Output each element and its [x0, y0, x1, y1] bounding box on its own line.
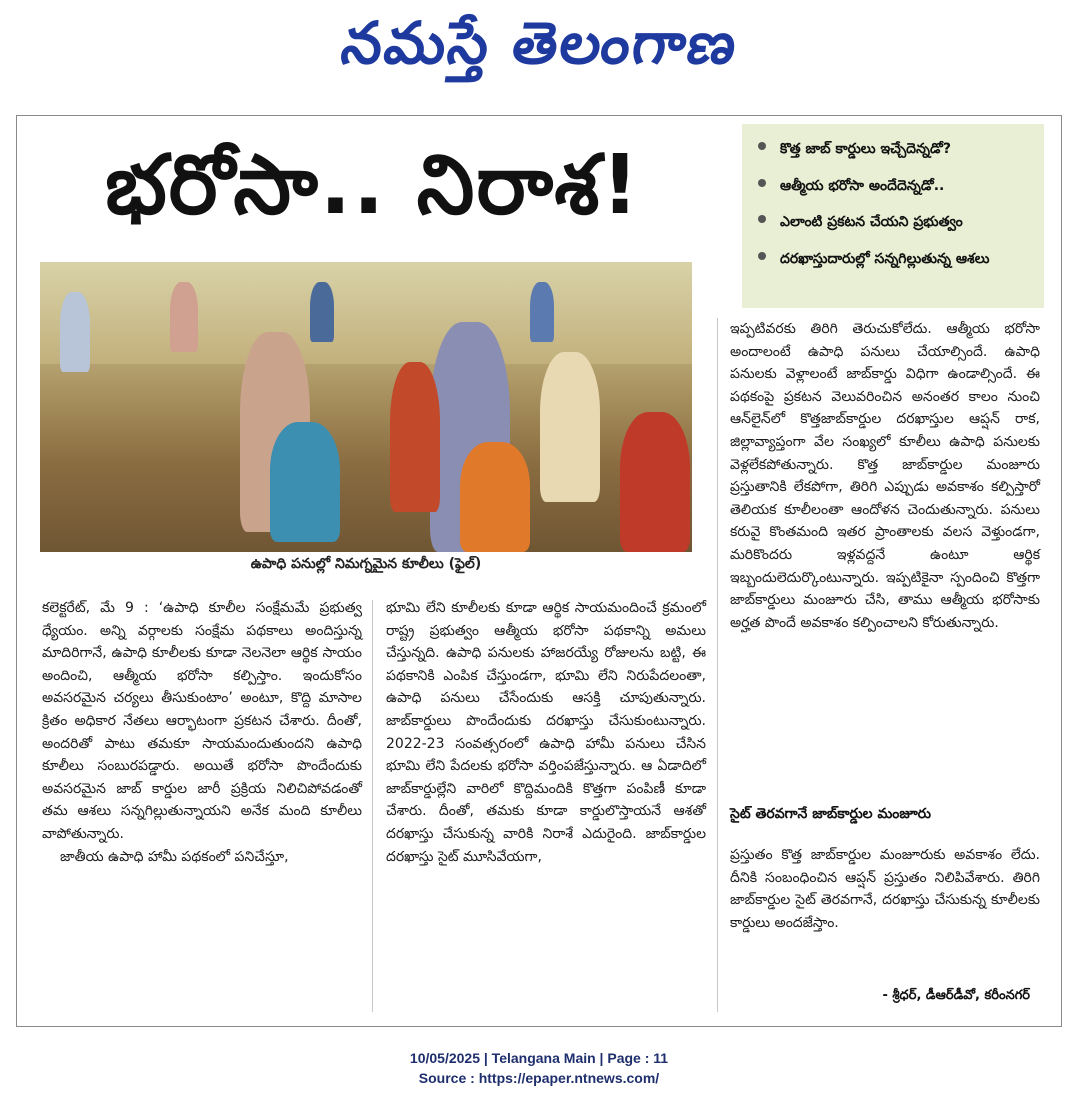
photo-worker: [60, 292, 90, 372]
article-column-4: [730, 844, 1040, 934]
article-column-1: [42, 597, 362, 868]
paragraph: కలెక్టరేట్, మే 9 : ‘ఉపాధి కూలీల సంక్షేమమే ప్రభుత్వ ధ్యేయం. అన్ని వర్గాలకు సంక్షేమ పథకాలు అందిస్తున్న మాదిరిగానే, ఉపాధి కూలీలకు కూడా నెలనెలా ఆర్థిక సాయం అందించి, ఆత్మీయ భరోసా కల్పిస్తాం. ఇందుకోసం అవసరమైన చర్యలు తీసుకుంటాం’ అంటూ, కొద్ది మాసాల క్రితం అధికార నేతలు ఆర్భాటంగా ప్రకటన చేశారు. దీంతో, అందరితో పాటు తమకూ సాయమందుతుందని ఉపాధి కూలీలు సంబురపడ్డారు. అయితే భరోసా పొందేందుకు అవసరమైన జాబ్ కార్డుల జారీ ప్రక్రియ నిలిచిపోవడంతో తమ ఆశలు సన్నగిల్లుతున్నాయని అనేక మంది కూలీలు వాపోతున్నారు.: [42, 600, 362, 842]
paragraph: ఇప్పటివరకు తిరిగి తెరుచుకోలేదు. ఆత్మీయ భరోసా అందాలంటే ఉపాధి పనులు చేయాల్సిందే. ఉపాధి పనులకు వెళ్లాలంటే జాబ్‌కార్డు విధిగా ఉండాల్సిందే. ఈ పథకంపై ప్రకటన వెలువరించిన అనంతర కాలం నుంచి ఆన్‌లైన్‌లో కొత్తజాబ్‌కార్డుల దరఖాస్తుల ఆప్షన్ రాక, జిల్లావ్యాప్తంగా వేల సంఖ్యలో కూలీలు ఉపాధి పనులకు వెళ్లలేకపోతున్నారు. కొత్త జాబ్‌కార్డుల మంజూరు ప్రస్తుతానికి లేకపోగా, తిరిగి ఎప్పుడు అవకాశం కల్పిస్తారో తెలియక కూలీలంతా ఆందోళన చెందుతున్నారు. పనులు కరువై కొంతమంది ఇతర ప్రాంతాలకు వలస వెళ్తుండగా, మరికొందరు ఇళ్లవద్దనే ఉంటూ ఆర్థిక ఇబ్బందులెదుర్కొంటున్నారు. ఇప్పటికైనా స్పందించి కొత్తగా జాబ్‌కార్డులు మంజూరు చేసి, తాము ఆత్మీయ భరోసాకు అర్హత పొందే అవకాశం కల్పించాలని కోరుతున్నారు.: [730, 321, 1040, 631]
article-column-2: [386, 597, 706, 868]
article-column-3: [730, 318, 1040, 634]
paragraph: జాతీయ ఉపాధి హామీ పథకంలో పనిచేస్తూ,: [60, 848, 289, 865]
paragraph: భూమి లేని కూలీలకు కూడా ఆర్థిక సాయమందించే క్రమంలో రాష్ట్ర ప్రభుత్వం ఆత్మీయ భరోసా పథకాన్ని అమలు చేస్తున్నది. ఉపాధి పనులకు హాజరయ్యే రోజులను బట్టి, ఈ పథకానికి ఎంపిక చేస్తుండగా, భూమి లేని నిరుపేదలంతా, ఉపాధి పనులు చేసేందుకు ఆసక్తి చూపుతున్నారు. జాబ్‌కార్డులు పొందేందుకు దరఖాస్తు చేసుకుంటున్నారు. 2022-23 సంవత్సరంలో ఉపాధి హామీ పనులు చేసిన భూమి లేని పేదలకు భరోసా వర్తింపజేస్తున్నారు. ఆ ఏడాదిలో జాబ్‌కార్డుల్లేని వారిలో కొద్దిమందికి కొత్తగా పంపిణీ కూడా చేశారు. దీంతో, తమకు కూడా కార్డులొస్తాయనే ఆశతో దరఖాస్తు చేసుకున్న వారికి నిరాశే ఎదురైంది. జాబ్‌కార్డుల దరఖాస్తు సైట్ మూసివేయగా,: [386, 600, 706, 865]
footer-date-page: 10/05/2025 | Telangana Main | Page : 11: [409, 1050, 669, 1066]
headline: [28, 135, 718, 255]
bullet-icon: [758, 142, 766, 150]
photo-caption: ఉపాధి పనుల్లో నిమగ్నమైన కూలీలు (ఫైల్): [250, 556, 482, 572]
column-divider: [717, 318, 718, 1012]
photo-worker: [390, 362, 440, 512]
photo-worker: [270, 422, 340, 542]
masthead: [0, 0, 1078, 100]
highlight-item: దరఖాస్తుదారుల్లో సన్నగిల్లుతున్న ఆశలు: [750, 246, 1036, 273]
photo-field: [40, 262, 692, 364]
footer: [0, 1048, 1078, 1088]
photo-worker: [620, 412, 690, 552]
footer-source: Source : https://epaper.ntnews.com/: [418, 1070, 660, 1086]
bullet-icon: [758, 179, 766, 187]
photo-worker: [540, 352, 600, 502]
subheading: సైట్ తెరవగానే జాబ్‌కార్డుల మంజూరు: [730, 806, 931, 822]
photo-worker: [530, 282, 554, 342]
photo-worker: [310, 282, 334, 342]
highlight-item: కొత్త జాబ్ కార్డులు ఇచ్చేదెన్నడో?: [750, 136, 1036, 163]
headline-text: భరోసా.. నిరాశ!: [105, 137, 641, 233]
highlight-item: ఎలాంటి ప్రకటన చేయని ప్రభుత్వం: [750, 209, 1036, 236]
quote-credit: - శ్రీధర్, డీఆర్‌డీవో, కరీంనగర్: [882, 988, 1030, 1003]
bullet-icon: [758, 215, 766, 223]
highlight-item: ఆత్మీయ భరోసా అందేదెన్నడో..: [750, 173, 1036, 200]
masthead-title: నమస్తే తెలంగాణ: [337, 8, 743, 77]
highlights-box: [742, 124, 1044, 308]
bullet-icon: [758, 252, 766, 260]
photo-worker: [460, 442, 530, 552]
article-photo: [40, 262, 692, 552]
paragraph: ప్రస్తుతం కొత్త జాబ్‌కార్డుల మంజూరుకు అవకాశం లేదు. దీనికి సంబంధించిన ఆప్షన్ ప్రస్తుతం నిలిపివేశారు. తిరిగి జాబ్‌కార్డుల సైట్ తెరవగానే, దరఖాస్తు చేసుకున్న కూలీలకు కార్డులు అందజేస్తాం.: [730, 847, 1040, 931]
photo-worker: [170, 282, 198, 352]
column-divider: [372, 600, 373, 1012]
